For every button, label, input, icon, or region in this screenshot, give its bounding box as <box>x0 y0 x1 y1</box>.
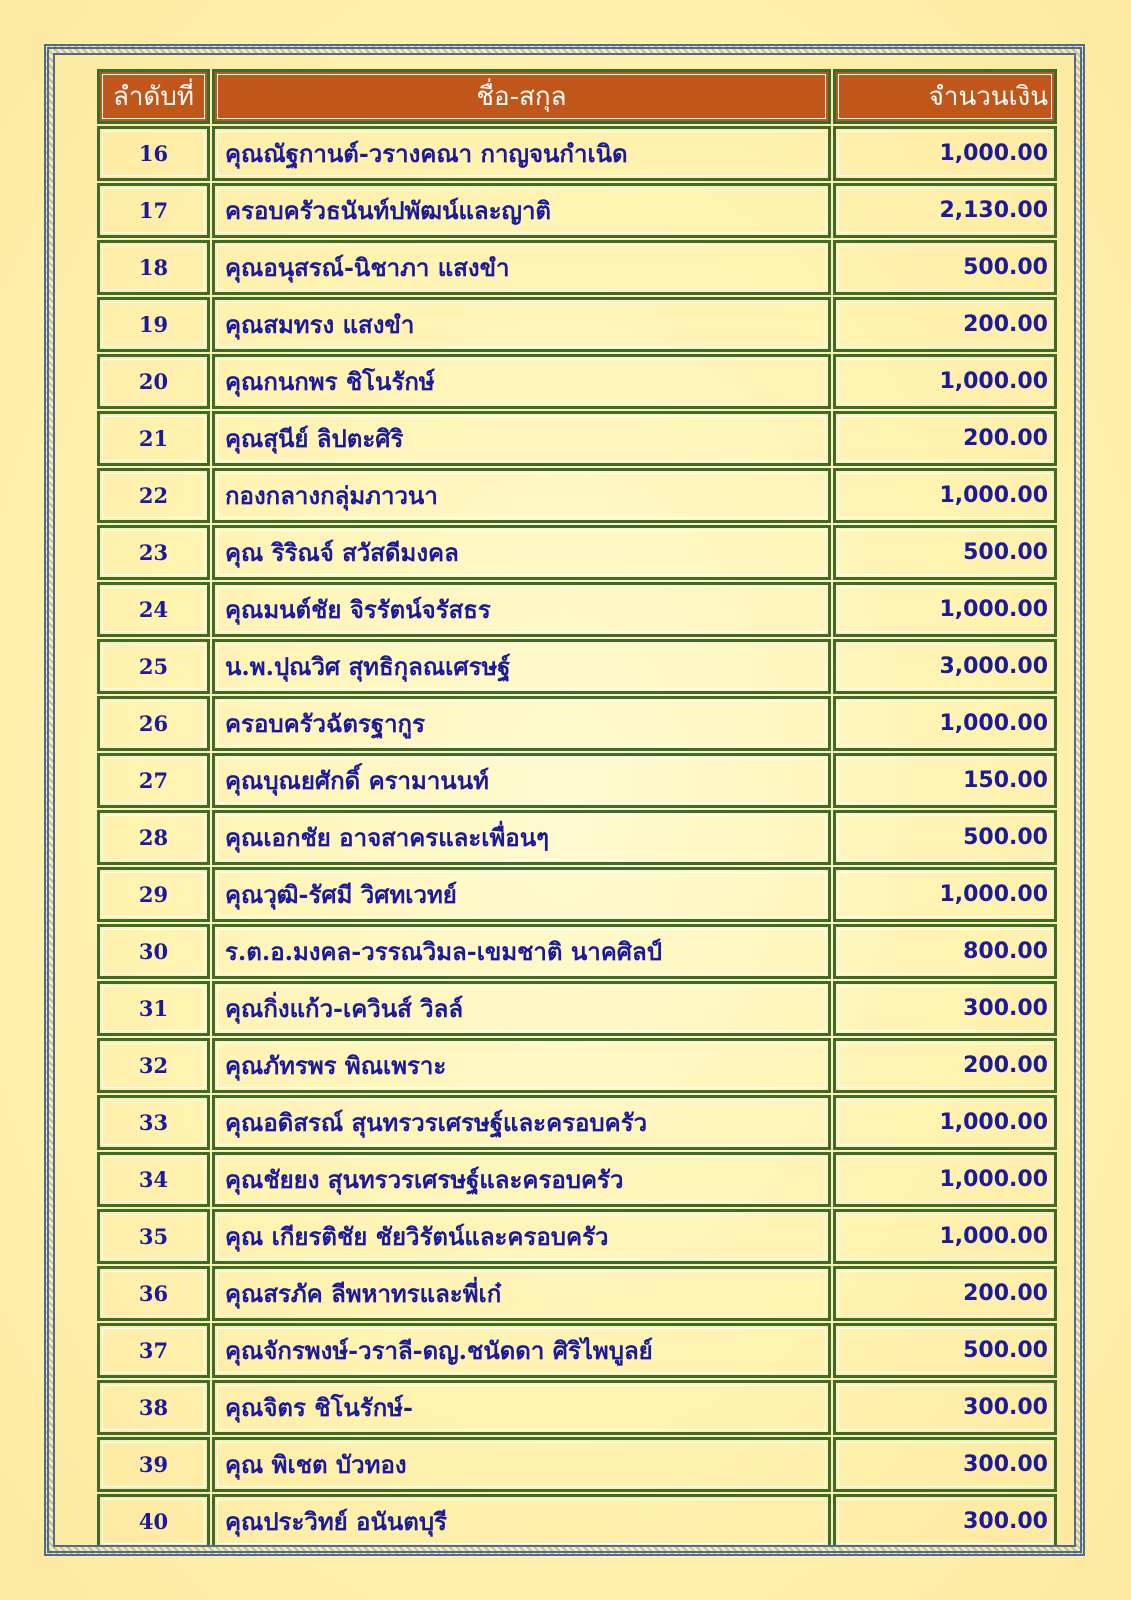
row-amount: 300.00 <box>833 1437 1057 1492</box>
table-row <box>97 183 1059 240</box>
row-number: 19 <box>97 297 210 352</box>
row-name: คุณกิ่งแก้ว-เควินส์ วิลล์ <box>212 981 831 1036</box>
table-header-row <box>97 69 1059 126</box>
row-name: คุณจักรพงษ์-วราลี-ดญ.ชนัดดา ศิริไพบูลย์ <box>212 1323 831 1378</box>
table-row <box>97 297 1059 354</box>
row-amount: 200.00 <box>833 297 1057 352</box>
row-name: คุณสุนีย์ ลิปตะศิริ <box>212 411 831 466</box>
table-body <box>97 126 1059 1547</box>
row-amount: 1,000.00 <box>833 1095 1057 1150</box>
row-number: 34 <box>97 1152 210 1207</box>
row-amount: 300.00 <box>833 981 1057 1036</box>
row-amount: 500.00 <box>833 810 1057 865</box>
row-number: 38 <box>97 1380 210 1435</box>
row-name: น.พ.ปุณวิศ สุทธิกุลณเศรษฐ์ <box>212 639 831 694</box>
row-name: คุณมนต์ชัย จิรรัตน์จรัสธร <box>212 582 831 637</box>
header-name: ชื่อ-สกุล <box>212 69 831 124</box>
row-name: คุณสมทรง แสงขำ <box>212 297 831 352</box>
page-border-frame <box>44 44 1085 1556</box>
table-row <box>97 411 1059 468</box>
table-row <box>97 126 1059 183</box>
row-amount: 200.00 <box>833 1266 1057 1321</box>
table-row <box>97 639 1059 696</box>
donation-table <box>97 69 1059 1547</box>
row-name: คุณ พิเชต บัวทอง <box>212 1437 831 1492</box>
row-name: คุณอนุสรณ์-นิชาภา แสงขำ <box>212 240 831 295</box>
row-name: คุณชัยยง สุนทรวรเศรษฐ์และครอบครัว <box>212 1152 831 1207</box>
row-amount: 200.00 <box>833 1038 1057 1093</box>
row-number: 32 <box>97 1038 210 1093</box>
header-amount: จำนวนเงิน <box>833 69 1057 124</box>
row-name: คุณบุณยศักดิ์ ครามานนท์ <box>212 753 831 808</box>
table-row <box>97 924 1059 981</box>
table-row <box>97 1266 1059 1323</box>
row-amount: 1,000.00 <box>833 582 1057 637</box>
table-row <box>97 354 1059 411</box>
row-name: คุณภัทรพร พิณเพราะ <box>212 1038 831 1093</box>
row-number: 39 <box>97 1437 210 1492</box>
table-row <box>97 582 1059 639</box>
row-name: คุณ ริริณจ์ สวัสดีมงคล <box>212 525 831 580</box>
row-number: 17 <box>97 183 210 238</box>
table-row <box>97 810 1059 867</box>
row-name: คุณจิตร ชิโนรักษ์- <box>212 1380 831 1435</box>
row-name: คุณเอกชัย อาจสาครและเพื่อนๆ <box>212 810 831 865</box>
row-amount: 1,000.00 <box>833 696 1057 751</box>
row-name: กองกลางกลุ่มภาวนา <box>212 468 831 523</box>
row-number: 29 <box>97 867 210 922</box>
row-amount: 300.00 <box>833 1380 1057 1435</box>
row-name: ครอบครัวฉัตรฐากูร <box>212 696 831 751</box>
table-row <box>97 1437 1059 1494</box>
row-name: คุณวุฒิ-รัศมี วิศทเวทย์ <box>212 867 831 922</box>
row-number: 27 <box>97 753 210 808</box>
row-name: คุณกนกพร ชิโนรักษ์ <box>212 354 831 409</box>
table-row <box>97 1323 1059 1380</box>
row-name: คุณสรภัค ลีพหาทรและพี่เก๋ <box>212 1266 831 1321</box>
row-number: 33 <box>97 1095 210 1150</box>
table-row <box>97 867 1059 924</box>
row-amount: 1,000.00 <box>833 1209 1057 1264</box>
table-row <box>97 753 1059 810</box>
row-amount: 1,000.00 <box>833 468 1057 523</box>
row-amount: 1,000.00 <box>833 867 1057 922</box>
row-number: 23 <box>97 525 210 580</box>
row-number: 20 <box>97 354 210 409</box>
row-number: 35 <box>97 1209 210 1264</box>
row-name: ร.ต.อ.มงคล-วรรณวิมล-เขมชาติ นาคศิลป์ <box>212 924 831 979</box>
table-row <box>97 1494 1059 1547</box>
table-row <box>97 1380 1059 1437</box>
row-number: 16 <box>97 126 210 181</box>
page-content-area <box>53 53 1076 1547</box>
row-number: 37 <box>97 1323 210 1378</box>
table-row <box>97 696 1059 753</box>
row-amount: 300.00 <box>833 1494 1057 1547</box>
table-row <box>97 981 1059 1038</box>
row-name: คุณ เกียรติชัย ชัยวิรัตน์และครอบครัว <box>212 1209 831 1264</box>
row-amount: 1,000.00 <box>833 126 1057 181</box>
row-amount: 1,000.00 <box>833 354 1057 409</box>
row-amount: 500.00 <box>833 525 1057 580</box>
row-number: 26 <box>97 696 210 751</box>
row-amount: 200.00 <box>833 411 1057 466</box>
row-name: ครอบครัวธนันท์ปพัฒน์และญาติ <box>212 183 831 238</box>
row-number: 22 <box>97 468 210 523</box>
table-row <box>97 468 1059 525</box>
table-row <box>97 1209 1059 1266</box>
row-amount: 500.00 <box>833 1323 1057 1378</box>
row-amount: 3,000.00 <box>833 639 1057 694</box>
row-number: 36 <box>97 1266 210 1321</box>
row-number: 25 <box>97 639 210 694</box>
table-row <box>97 1095 1059 1152</box>
row-name: คุณอดิสรณ์ สุนทรวรเศรษฐ์และครอบครัว <box>212 1095 831 1150</box>
header-number: ลำดับที่ <box>97 69 210 124</box>
row-number: 40 <box>97 1494 210 1547</box>
table-row <box>97 1152 1059 1209</box>
row-amount: 1,000.00 <box>833 1152 1057 1207</box>
row-amount: 2,130.00 <box>833 183 1057 238</box>
row-amount: 500.00 <box>833 240 1057 295</box>
row-number: 21 <box>97 411 210 466</box>
row-number: 18 <box>97 240 210 295</box>
row-number: 30 <box>97 924 210 979</box>
row-number: 24 <box>97 582 210 637</box>
row-amount: 800.00 <box>833 924 1057 979</box>
table-row <box>97 1038 1059 1095</box>
row-name: คุณณัฐกานต์-วรางคณา กาญจนกำเนิด <box>212 126 831 181</box>
table-row <box>97 240 1059 297</box>
row-number: 28 <box>97 810 210 865</box>
row-name: คุณประวิทย์ อนันตบุรี <box>212 1494 831 1547</box>
row-number: 31 <box>97 981 210 1036</box>
row-amount: 150.00 <box>833 753 1057 808</box>
table-row <box>97 525 1059 582</box>
